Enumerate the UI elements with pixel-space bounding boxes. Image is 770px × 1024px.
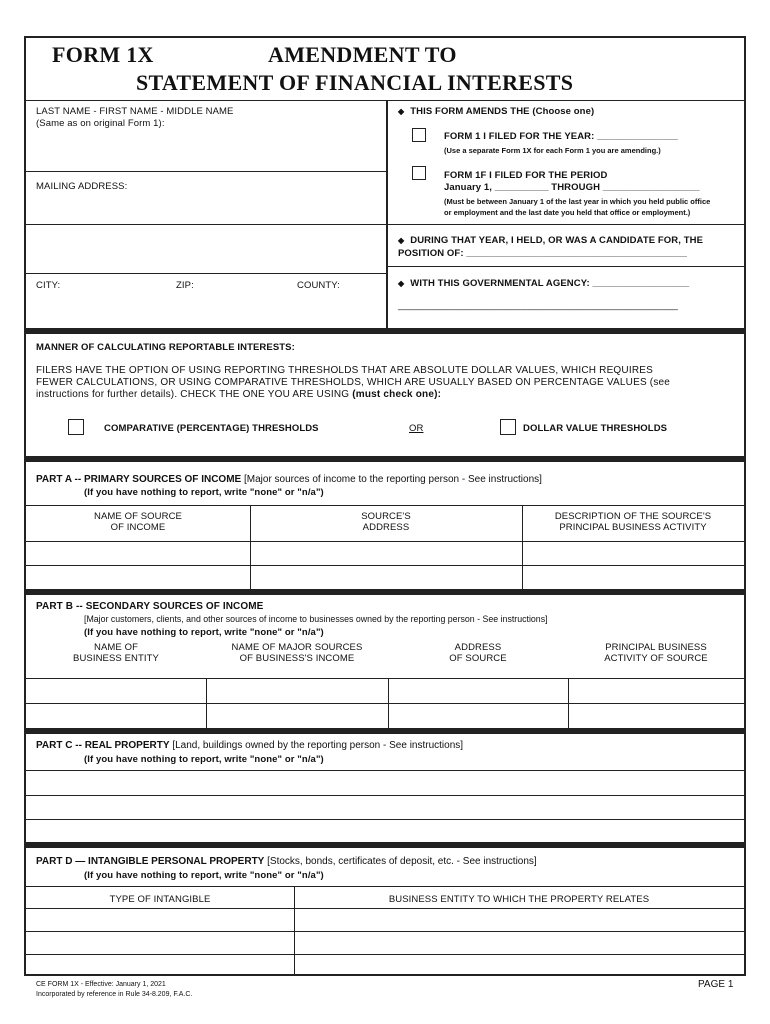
part-b-desc: [Major customers, clients, and other sources of income to businesses owned by the reporting person - See instructions] xyxy=(84,614,548,624)
part-b-title: PART B -- SECONDARY SOURCES OF INCOME xyxy=(36,601,264,612)
form-title-line1: AMENDMENT TO xyxy=(268,42,457,67)
section-band xyxy=(26,728,744,734)
part-a-note: (If you have nothing to report, write "none" or "n/a") xyxy=(84,487,324,498)
divider xyxy=(26,678,744,679)
part-c-heading xyxy=(36,740,463,751)
part-b-col-entity xyxy=(26,642,206,664)
part-c-note: (If you have nothing to report, write "none" or "n/a") xyxy=(84,754,324,765)
divider xyxy=(26,505,744,506)
agency-blank: ____________________________________________________ xyxy=(398,300,678,311)
diamond-bullet-icon: ◆ xyxy=(398,107,405,116)
form1f-note-2: or employment and the last date you held that office or employment.) xyxy=(444,208,691,217)
header-text: PRINCIPAL BUSINESS xyxy=(605,642,707,653)
name-note: (Same as on original Form 1): xyxy=(36,118,165,129)
part-b-note: (If you have nothing to report, write "none" or "n/a") xyxy=(84,627,324,638)
part-c-title: PART C -- REAL PROPERTY xyxy=(36,740,170,751)
position-line-1 xyxy=(398,235,703,246)
part-a-title: PART A -- PRIMARY SOURCES OF INCOME xyxy=(36,474,242,485)
position-line-2: POSITION OF: _________________________________________ xyxy=(398,248,688,259)
part-d-title: PART D — INTANGIBLE PERSONAL PROPERTY xyxy=(36,856,265,867)
divider xyxy=(294,886,295,976)
header-text: NAME OF SOURCE xyxy=(94,511,182,522)
part-d-col-entity: BUSINESS ENTITY TO WHICH THE PROPERTY RELATES xyxy=(388,894,650,905)
divider xyxy=(26,886,744,887)
header-text: OF INCOME xyxy=(110,522,166,533)
must-check-one: (must check one): xyxy=(352,389,442,400)
position-line-1-text: DURING THAT YEAR, I HELD, OR WAS A CANDIDATE FOR, THE xyxy=(410,235,704,246)
divider xyxy=(206,678,207,728)
manner-line-3 xyxy=(36,389,441,402)
section-band xyxy=(26,456,744,462)
form1f-period-checkbox[interactable] xyxy=(412,166,426,180)
divider xyxy=(388,266,744,267)
divider xyxy=(388,224,744,225)
part-b-col-major-sources xyxy=(206,642,388,664)
form1-year-note: (Use a separate Form 1X for each Form 1 you are amending.) xyxy=(444,146,661,155)
form1f-period-line: January 1, __________ THROUGH __________________ xyxy=(444,182,700,193)
divider xyxy=(568,678,569,728)
amends-heading-text: THIS FORM AMENDS THE (Choose one) xyxy=(410,106,595,117)
manner-line-2: FEWER CALCULATIONS, OR USING COMPARATIVE THRESHOLDS, WHICH ARE USUALLY BASED ON PERCENTAGE VALUES (see xyxy=(36,377,671,388)
amends-heading xyxy=(398,106,594,117)
header-text: BUSINESS ENTITY xyxy=(73,653,159,664)
comparative-checkbox[interactable] xyxy=(68,419,84,435)
section-band xyxy=(26,589,744,595)
manner-heading: MANNER OF CALCULATING REPORTABLE INTERESTS: xyxy=(36,342,295,353)
diamond-bullet-icon: ◆ xyxy=(398,279,405,288)
or-label: OR xyxy=(409,423,424,434)
zip-label: ZIP: xyxy=(176,280,194,291)
divider xyxy=(250,505,251,589)
divider xyxy=(26,171,386,172)
divider xyxy=(26,795,744,796)
dollar-value-checkbox[interactable] xyxy=(500,419,516,435)
diamond-bullet-icon: ◆ xyxy=(398,236,405,245)
mailing-address-label: MAILING ADDRESS: xyxy=(36,181,128,192)
part-d-col-type: TYPE OF INTANGIBLE xyxy=(109,894,211,905)
header-text: DESCRIPTION OF THE SOURCE'S xyxy=(554,511,712,522)
part-a-col-activity xyxy=(522,511,744,533)
city-label: CITY: xyxy=(36,280,61,291)
divider xyxy=(26,819,744,820)
part-b-col-activity xyxy=(568,642,744,664)
part-c-desc: [Land, buildings owned by the reporting person - See instructions] xyxy=(172,740,464,751)
footer-effective: CE FORM 1X - Effective: January 1, 2021 xyxy=(36,981,166,988)
header-text: PRINCIPAL BUSINESS ACTIVITY xyxy=(559,522,707,533)
name-label: LAST NAME - FIRST NAME - MIDDLE NAME xyxy=(36,106,234,117)
part-d-heading xyxy=(36,856,537,867)
part-d-note: (If you have nothing to report, write "none" or "n/a") xyxy=(84,870,324,881)
column-divider xyxy=(386,100,388,328)
footer-rule: Incorporated by reference in Rule 34-8.209, F.A.C. xyxy=(36,991,193,998)
section-band xyxy=(26,328,744,334)
header-text: ADDRESS xyxy=(362,522,410,533)
divider xyxy=(26,224,386,225)
dollar-value-label: DOLLAR VALUE THRESHOLDS xyxy=(523,423,668,434)
divider xyxy=(26,273,386,274)
form-frame xyxy=(24,36,746,976)
part-b-col-address xyxy=(388,642,568,664)
divider xyxy=(26,770,744,771)
part-a-heading xyxy=(36,474,542,485)
form1-year-checkbox[interactable] xyxy=(412,128,426,142)
header-text: SOURCE'S xyxy=(361,511,411,522)
header-text: NAME OF xyxy=(94,642,138,653)
part-a-desc: [Major sources of income to the reporting person - See instructions] xyxy=(243,474,542,485)
divider xyxy=(388,678,389,728)
agency-line-text: WITH THIS GOVERNMENTAL AGENCY: __________________ xyxy=(410,278,690,289)
county-label: COUNTY: xyxy=(297,280,340,291)
form1-year-label: FORM 1 I FILED FOR THE YEAR: _______________ xyxy=(444,131,678,142)
header-text: NAME OF MAJOR SOURCES xyxy=(231,642,363,653)
divider xyxy=(26,931,744,932)
comparative-label: COMPARATIVE (PERCENTAGE) THRESHOLDS xyxy=(104,423,319,434)
manner-line-3-text: instructions for further details). CHECK THE ONE YOU ARE USING xyxy=(36,389,350,400)
part-d-desc: [Stocks, bonds, certificates of deposit, etc. - See instructions] xyxy=(267,856,537,867)
form-title-line2: STATEMENT OF FINANCIAL INTERESTS xyxy=(136,70,574,95)
page-number: PAGE 1 xyxy=(698,979,734,990)
divider xyxy=(26,954,744,955)
header-divider xyxy=(26,100,744,101)
manner-line-1: FILERS HAVE THE OPTION OF USING REPORTING THRESHOLDS THAT ARE ABSOLUTE DOLLAR VALUES, WHICH REQUIRES xyxy=(36,365,653,376)
header-text: OF SOURCE xyxy=(449,653,507,664)
divider xyxy=(522,505,523,589)
section-band xyxy=(26,842,744,848)
header-text: ADDRESS xyxy=(454,642,502,653)
form1f-note-1: (Must be between January 1 of the last year in which you held public office xyxy=(444,197,711,206)
part-a-row2-name[interactable] xyxy=(26,565,250,589)
part-a-col-address xyxy=(250,511,522,533)
header-text: ACTIVITY OF SOURCE xyxy=(604,653,708,664)
agency-line xyxy=(398,278,689,289)
divider xyxy=(26,703,744,704)
part-a-col-name xyxy=(26,511,250,533)
divider xyxy=(26,908,744,909)
form1f-period-label: FORM 1F I FILED FOR THE PERIOD xyxy=(444,170,608,181)
header-text: OF BUSINESS'S INCOME xyxy=(239,653,355,664)
part-a-row1-name[interactable] xyxy=(26,541,250,565)
form-id: FORM 1X xyxy=(52,42,154,67)
